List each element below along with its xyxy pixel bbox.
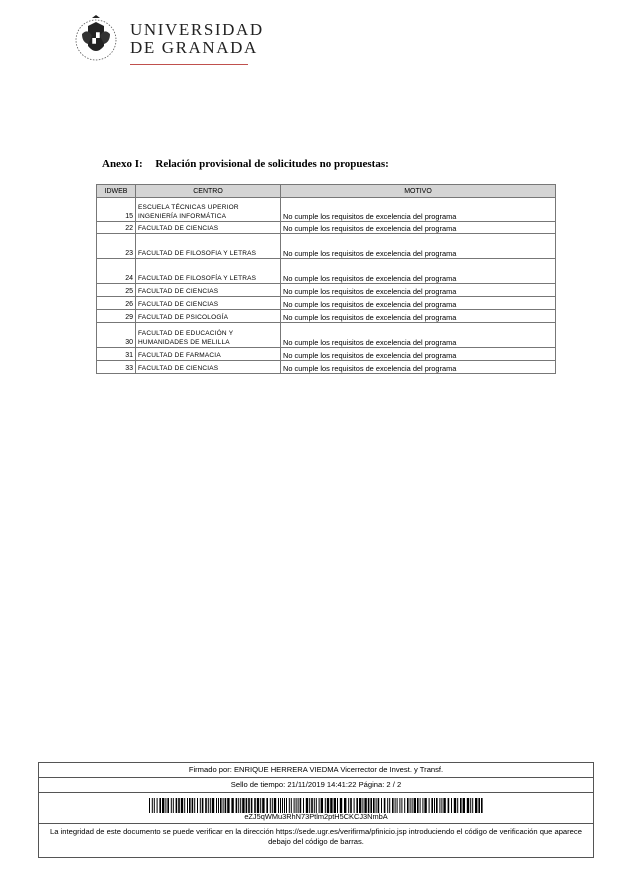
table-row (97, 222, 556, 234)
column-header-motivo: MOTIVO (281, 185, 556, 198)
table-row (97, 323, 556, 348)
table-row (97, 361, 556, 374)
row-centro: FACULTAD DE CIENCIAS (136, 297, 281, 310)
row-id: 23 (97, 234, 136, 259)
row-centro: FACULTAD DE EDUCACIÓN Y HUMANIDADES DE MELILLA (136, 323, 281, 348)
row-id: 33 (97, 361, 136, 374)
signature-footer (38, 762, 594, 858)
row-id: 26 (97, 297, 136, 310)
row-motivo: No cumple los requisitos de excelencia del programa (281, 222, 556, 234)
verification-code: eZJ5qWMu3RhN73Ptlm2ptH5CKCJ3NmbA (244, 812, 388, 821)
signed-by: Firmado por: ENRIQUE HERRERA VIEDMA Vicerrector de Invest. y Transf. (39, 763, 593, 778)
row-id: 22 (97, 222, 136, 234)
table-row (97, 234, 556, 259)
row-centro: FACULTAD DE FILOSOFÍA Y LETRAS (136, 259, 281, 284)
applications-table (96, 184, 556, 374)
row-centro: FACULTAD DE FARMACIA (136, 348, 281, 361)
table-row (97, 198, 556, 222)
row-id: 30 (97, 323, 136, 348)
row-id: 29 (97, 310, 136, 323)
timestamp: Sello de tiempo: 21/11/2019 14:41:22 Página: 2 / 2 (39, 778, 593, 793)
annex-title: Relación provisional de solicitudes no propuestas: (155, 158, 389, 170)
annex-number: Anexo I: (102, 158, 143, 170)
university-name-line2: DE GRANADA (130, 38, 258, 57)
row-centro: ESCUELA TÉCNICAS UPERIOR INGENIERÍA INFORMÁTICA (136, 198, 281, 222)
row-motivo: No cumple los requisitos de excelencia del programa (281, 234, 556, 259)
row-centro: FACULTAD DE CIENCIAS (136, 284, 281, 297)
row-motivo: No cumple los requisitos de excelencia del programa (281, 348, 556, 361)
table-row (97, 348, 556, 361)
row-id: 24 (97, 259, 136, 284)
table-row (97, 310, 556, 323)
barcode-icon (149, 798, 484, 813)
row-id: 31 (97, 348, 136, 361)
table-header-row (97, 185, 556, 198)
table-row (97, 259, 556, 284)
barcode-area (39, 793, 593, 824)
row-centro: FACULTAD DE FILOSOFIA Y LETRAS (136, 234, 281, 259)
row-motivo: No cumple los requisitos de excelencia del programa (281, 297, 556, 310)
row-centro: FACULTAD DE CIENCIAS (136, 222, 281, 234)
row-motivo: No cumple los requisitos de excelencia del programa (281, 198, 556, 222)
annex-heading (102, 158, 389, 170)
table-row (97, 297, 556, 310)
crest-icon (74, 14, 118, 66)
university-logo (74, 14, 264, 68)
logo-divider (130, 64, 248, 65)
row-motivo: No cumple los requisitos de excelencia del programa (281, 259, 556, 284)
verification-notice: La integridad de este documento se puede verificar en la dirección https://sede.ugr.es/verifirma/pfinicio.jsp introduciendo el código de verificación que aparece debajo del código de barras. (50, 827, 582, 846)
row-centro: FACULTAD DE PSICOLOGÍA (136, 310, 281, 323)
column-header-centro: CENTRO (136, 185, 281, 198)
row-motivo: No cumple los requisitos de excelencia del programa (281, 284, 556, 297)
university-name-line1: UNIVERSIDAD (130, 20, 264, 39)
row-motivo: No cumple los requisitos de excelencia del programa (281, 323, 556, 348)
row-motivo: No cumple los requisitos de excelencia del programa (281, 310, 556, 323)
row-id: 15 (97, 198, 136, 222)
row-motivo: No cumple los requisitos de excelencia del programa (281, 361, 556, 374)
row-centro: FACULTAD DE CIENCIAS (136, 361, 281, 374)
column-header-idweb: IDWEB (97, 185, 136, 198)
table-row (97, 284, 556, 297)
row-id: 25 (97, 284, 136, 297)
